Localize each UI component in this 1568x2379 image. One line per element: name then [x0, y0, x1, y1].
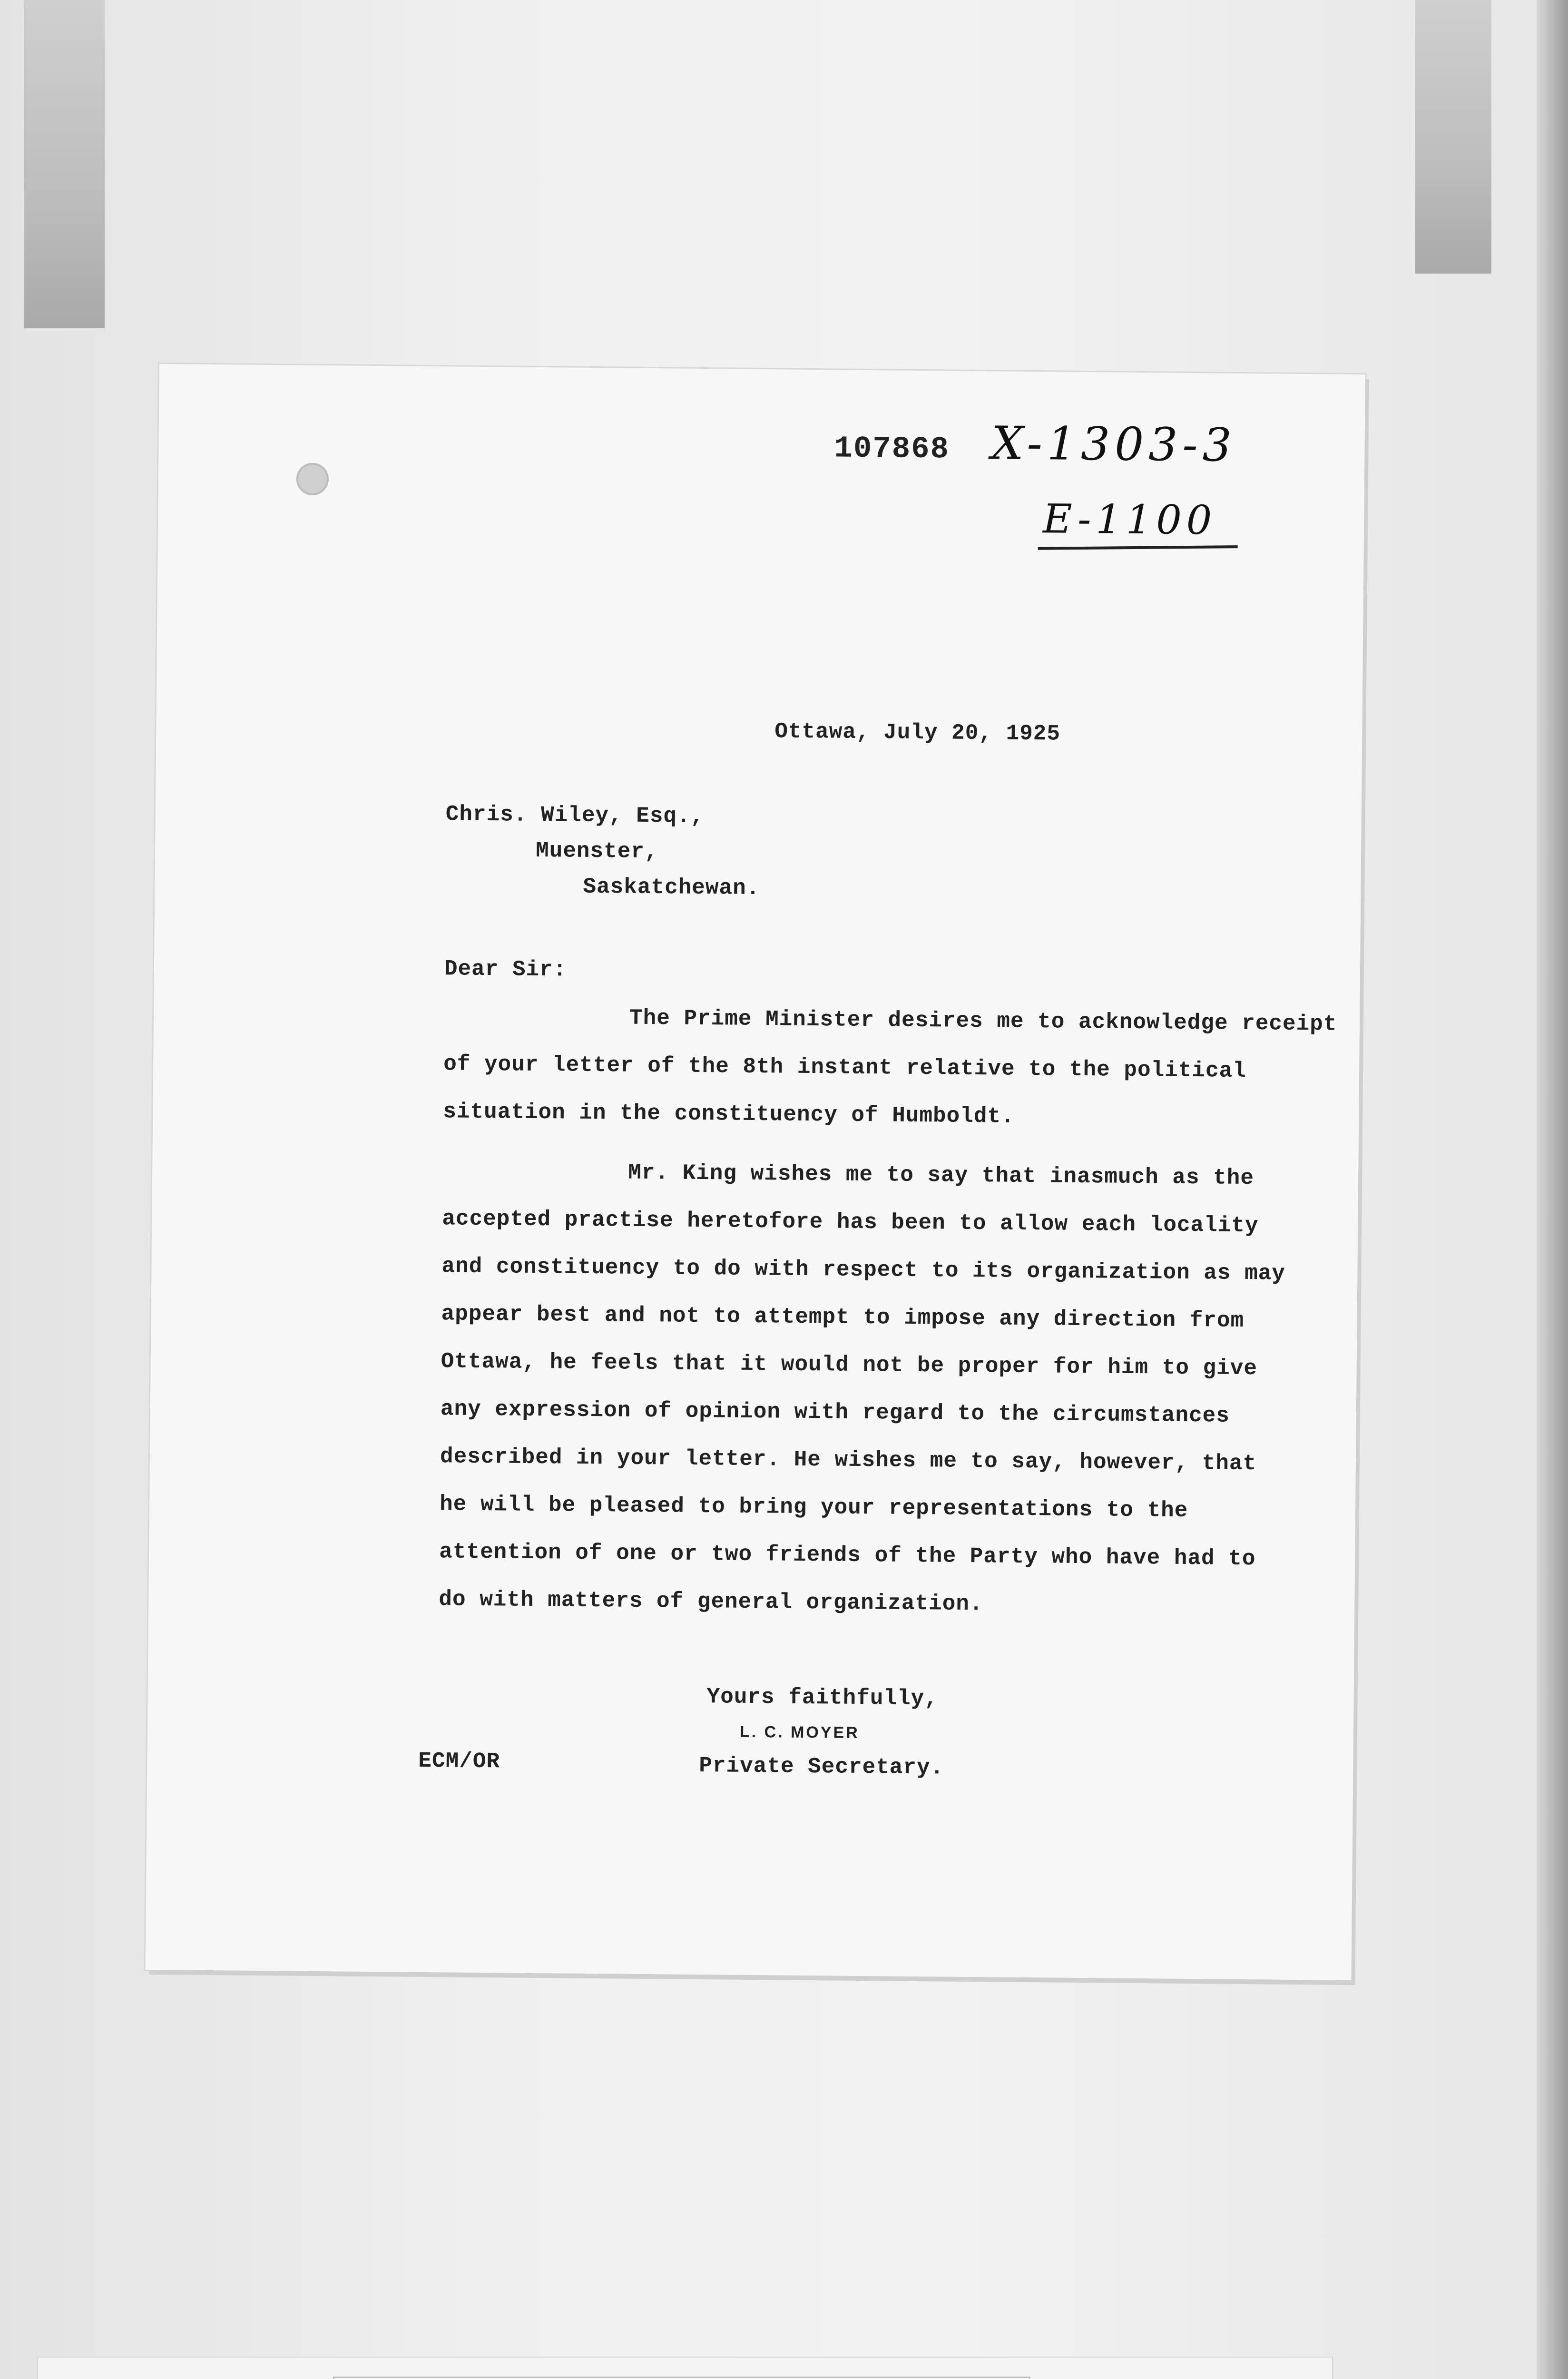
body-line: he will be pleased to bring your representations to the: [439, 1492, 1188, 1523]
document-number: 107868: [834, 432, 950, 467]
address-line: Chris. Wiley, Esq.,: [445, 802, 705, 829]
body-line: described in your letter. He wishes me to say, however, that: [440, 1444, 1257, 1476]
body-line: appear best and not to attempt to impose any direction from: [441, 1301, 1245, 1333]
body-line: of your letter of the 8th instant relative to the political: [443, 1052, 1247, 1083]
body-line: attention of one or two friends of the Party who have had to: [439, 1539, 1256, 1572]
body-line: do with matters of general organization.: [439, 1587, 983, 1617]
tape-strip-left: [24, 0, 105, 328]
archive-label-card: [38, 2358, 1332, 2379]
signature-stamp: L. C. MOYER: [739, 1722, 860, 1742]
handwritten-reference-2: E-1100: [1042, 495, 1217, 544]
date-line: Ottawa, July 20, 1925: [774, 719, 1061, 747]
salutation: Dear Sir:: [444, 956, 567, 983]
mount-edge-right: [1537, 0, 1568, 2379]
address-line: Muenster,: [535, 838, 658, 865]
handwritten-underline: [1038, 545, 1238, 550]
handwritten-reference: X-1303-3: [991, 416, 1237, 472]
body-line: any expression of opinion with regard to the circumstances: [440, 1396, 1230, 1428]
signer-title: Private Secretary.: [699, 1753, 944, 1780]
punch-hole: [296, 463, 329, 496]
closing: Yours faithfully,: [706, 1684, 939, 1711]
tape-strip-right: [1415, 0, 1491, 274]
address-line: Saskatchewan.: [583, 874, 760, 901]
letter-page: [146, 364, 1365, 1980]
body-line: The Prime Minister desires me to acknowledge receipt: [629, 1005, 1337, 1037]
volume-strip: [333, 2377, 1030, 2379]
typist-initials: ECM/OR: [418, 1748, 500, 1774]
body-line: and constituency to do with respect to its organization as may: [441, 1254, 1286, 1286]
body-line: accepted practise heretofore has been to allow each locality: [442, 1206, 1259, 1239]
body-line: Ottawa, he feels that it would not be proper for him to give: [441, 1349, 1258, 1381]
body-line: Mr. King wishes me to say that inasmuch as the: [627, 1160, 1254, 1191]
body-line: situation in the constituency of Humboldt.: [443, 1099, 1015, 1129]
